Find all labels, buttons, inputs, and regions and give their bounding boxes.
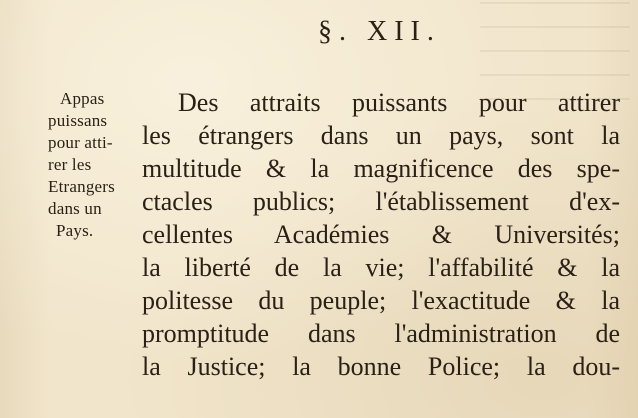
- marginal-note-line: pour atti-: [48, 133, 113, 152]
- marginal-note-line: rer les: [48, 155, 92, 174]
- body-line: promptitude dans l'administration de: [142, 319, 620, 348]
- body-line: les étrangers dans un pays, sont la: [142, 121, 620, 150]
- marginal-note: [48, 88, 144, 242]
- body-line: la Justice; la bonne Police; la dou-: [142, 352, 620, 381]
- section-heading: §. XII.: [318, 16, 441, 47]
- body-line: Des attraits puissants pour attirer: [178, 88, 620, 117]
- body-paragraph: [142, 86, 620, 383]
- marginal-note-line: puissans: [48, 111, 108, 130]
- marginal-note-line: dans un: [48, 199, 102, 218]
- body-line: ctacles publics; l'établissement d'ex-: [142, 187, 620, 216]
- body-line: multitude & la magnificence des spe-: [142, 154, 620, 183]
- marginal-note-line: Pays.: [56, 221, 94, 240]
- marginal-note-line: Etrangers: [48, 177, 115, 196]
- body-line: politesse du peuple; l'exactitude & la: [142, 286, 620, 315]
- body-line: la liberté de la vie; l'affabilité & la: [142, 253, 620, 282]
- marginal-note-line: Appas: [60, 89, 105, 108]
- body-line: cellentes Académies & Universités;: [142, 220, 620, 249]
